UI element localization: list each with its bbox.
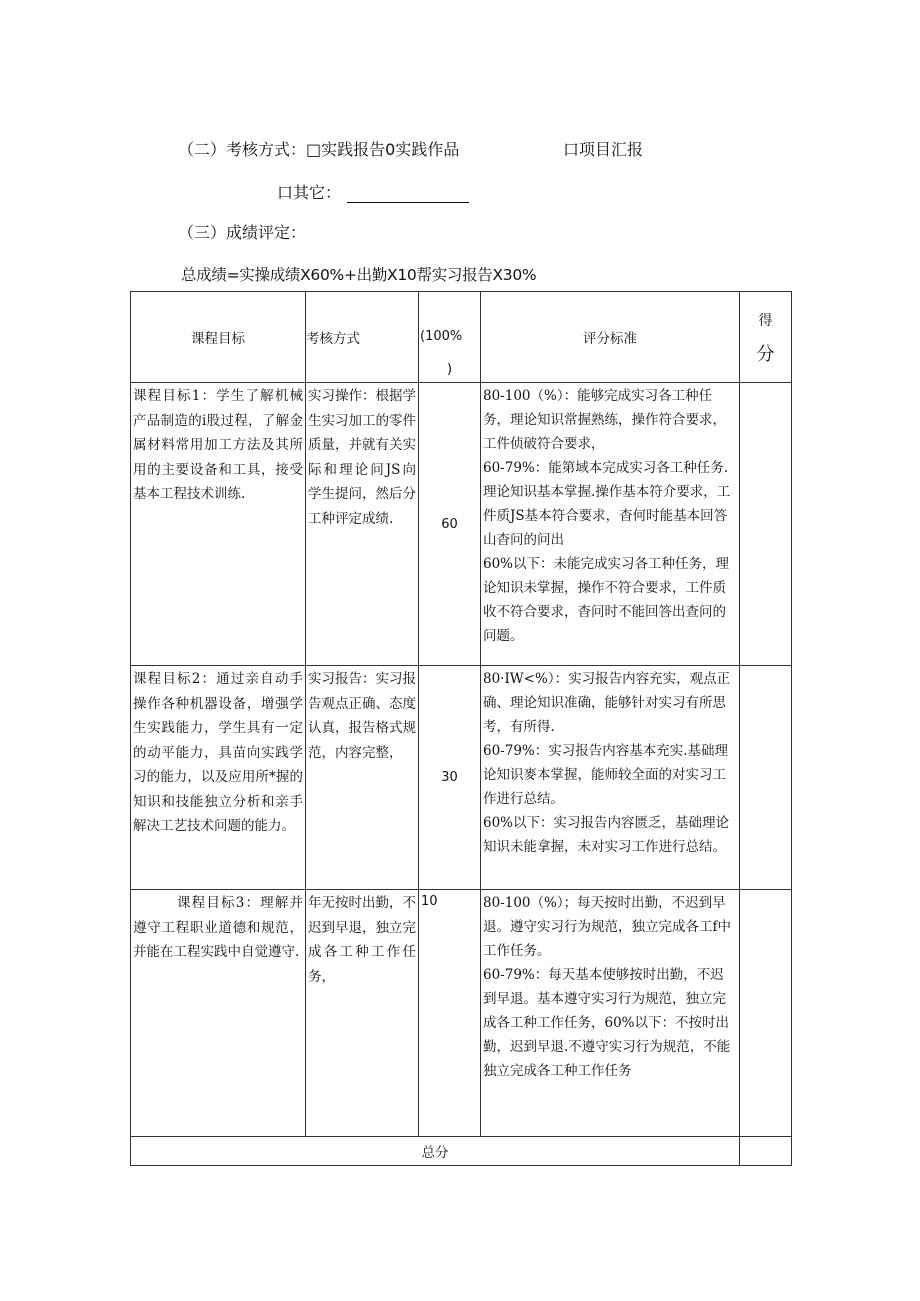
row-weight: 60 [419,383,481,666]
assessment-other-label: 口其它： [277,183,342,202]
row-weight: 10 [419,890,481,1137]
header-percent-a: (100% [420,329,463,344]
criteria-item: 60-79%：能第域本完成实习各工种任务.理论知识基本掌握.操作基本符介要求，工件质JS基本符合要求，杳何时能基本回答山杳问的问出 [483,460,731,548]
header-method: 考核方式 [306,292,419,383]
grading-table [130,291,792,1166]
grading-heading: （三）成绩评定： [178,223,307,242]
total-label: 总分 [131,1137,740,1166]
assessment-option-project: 口项目汇报 [563,140,644,159]
assessment-other-line [277,183,469,203]
row-method: 实习操作：根据学生实习加工的零件质量，并就有关实际和理论问JS向学生提问，然后分工种评定成绩. [306,383,419,666]
header-goal: 课程目标 [131,292,306,383]
criteria-item: 60%以下：未能完成实习各工种任务，理论知识未掌握，操作不符合要求，工件质收不符合要求，杳问时不能回答出查问的问题。 [483,556,730,644]
row-score-cell [740,666,792,890]
header-score [740,292,792,383]
grading-formula: 总成绩=实操成绩X60%+出勤X10帮实习报告X30% [181,266,537,284]
table-header-row [131,292,792,383]
header-percent-b: ) [447,362,453,377]
row-score-cell [740,890,792,1137]
total-score-cell [740,1137,792,1166]
row-method: 实习报告：实习报告观点正确、态度认真，报告格式规范，内容完整， [306,666,419,890]
criteria-item: 60-79%：每天基本使够按时出勤，不迟到早退。基本遵守实习行为规范，独立完成各工种工作任务，60%以下：不按时出勤，迟到早退.不遵守实习行为规范，不能独立完成各工种工作任务 [483,967,731,1079]
row-score-cell [740,383,792,666]
row-method: 年无按时出勤，不迟到早退，独立完成各工种工作任务， [306,890,419,1137]
row-criteria [481,383,740,666]
criteria-item: 60-79%：实习报告内容基本充实.基础理论知识麥本掌握，能师较全面的对实习工作进行总结。 [483,743,729,807]
row-weight: 30 [419,666,481,890]
row-goal: 课程目标1：学生了解机械产品制造的i股过程，了解金属材料常用加工方法及其所用的主要设备和工具，接受基本工程技术训练. [131,383,306,666]
criteria-item: 80-100（%）；每天按时出勤，不迟到早退。遵守实习行为规范，独立完成各工f中工作任务。 [483,895,731,959]
total-row [131,1137,792,1166]
header-criteria: 评分标准 [481,292,740,383]
row-goal: 课程目标2：通过亲自动手操作各种机器设备，增强学生实践能力，学生具有一定的动平能力，具苗向实践学习的能力，以及应用所*握的知识和技能独立分析和亲手解决工艺技术问题的能力。 [131,666,306,890]
criteria-item: 60%以下：实习报告内容匮乏，基础理论知识未能拿握，未对实习工作进行总结。 [483,815,730,855]
other-blank-line [347,186,469,203]
assessment-label: （二）考核方式： [178,140,307,159]
row-goal [131,890,306,1137]
table-row [131,666,792,890]
header-score-a: 得 [758,313,773,329]
table-row [131,890,792,1137]
assessment-option-report-work: □实践报告0实践作品 [306,140,460,159]
assessment-line [178,140,459,160]
criteria-item: 80·IW<%）：实习报告内容充实，观点正确、理论知识准确，能够针对实习有所思考，有所得. [483,671,731,735]
row-criteria [481,666,740,890]
header-percent [419,292,481,383]
table-row [131,383,792,666]
header-score-b: 分 [756,344,775,365]
row-goal-text: 课程目标3：理解并遵守工程职业道德和规范，并能在工程实践中自觉遵守. [133,895,303,960]
criteria-item: 80-100（%）：能够完成实习各工种任务，理论知识常握熟练，操作符合要求，工件侦破符合要求， [483,388,726,452]
row-criteria [481,890,740,1137]
